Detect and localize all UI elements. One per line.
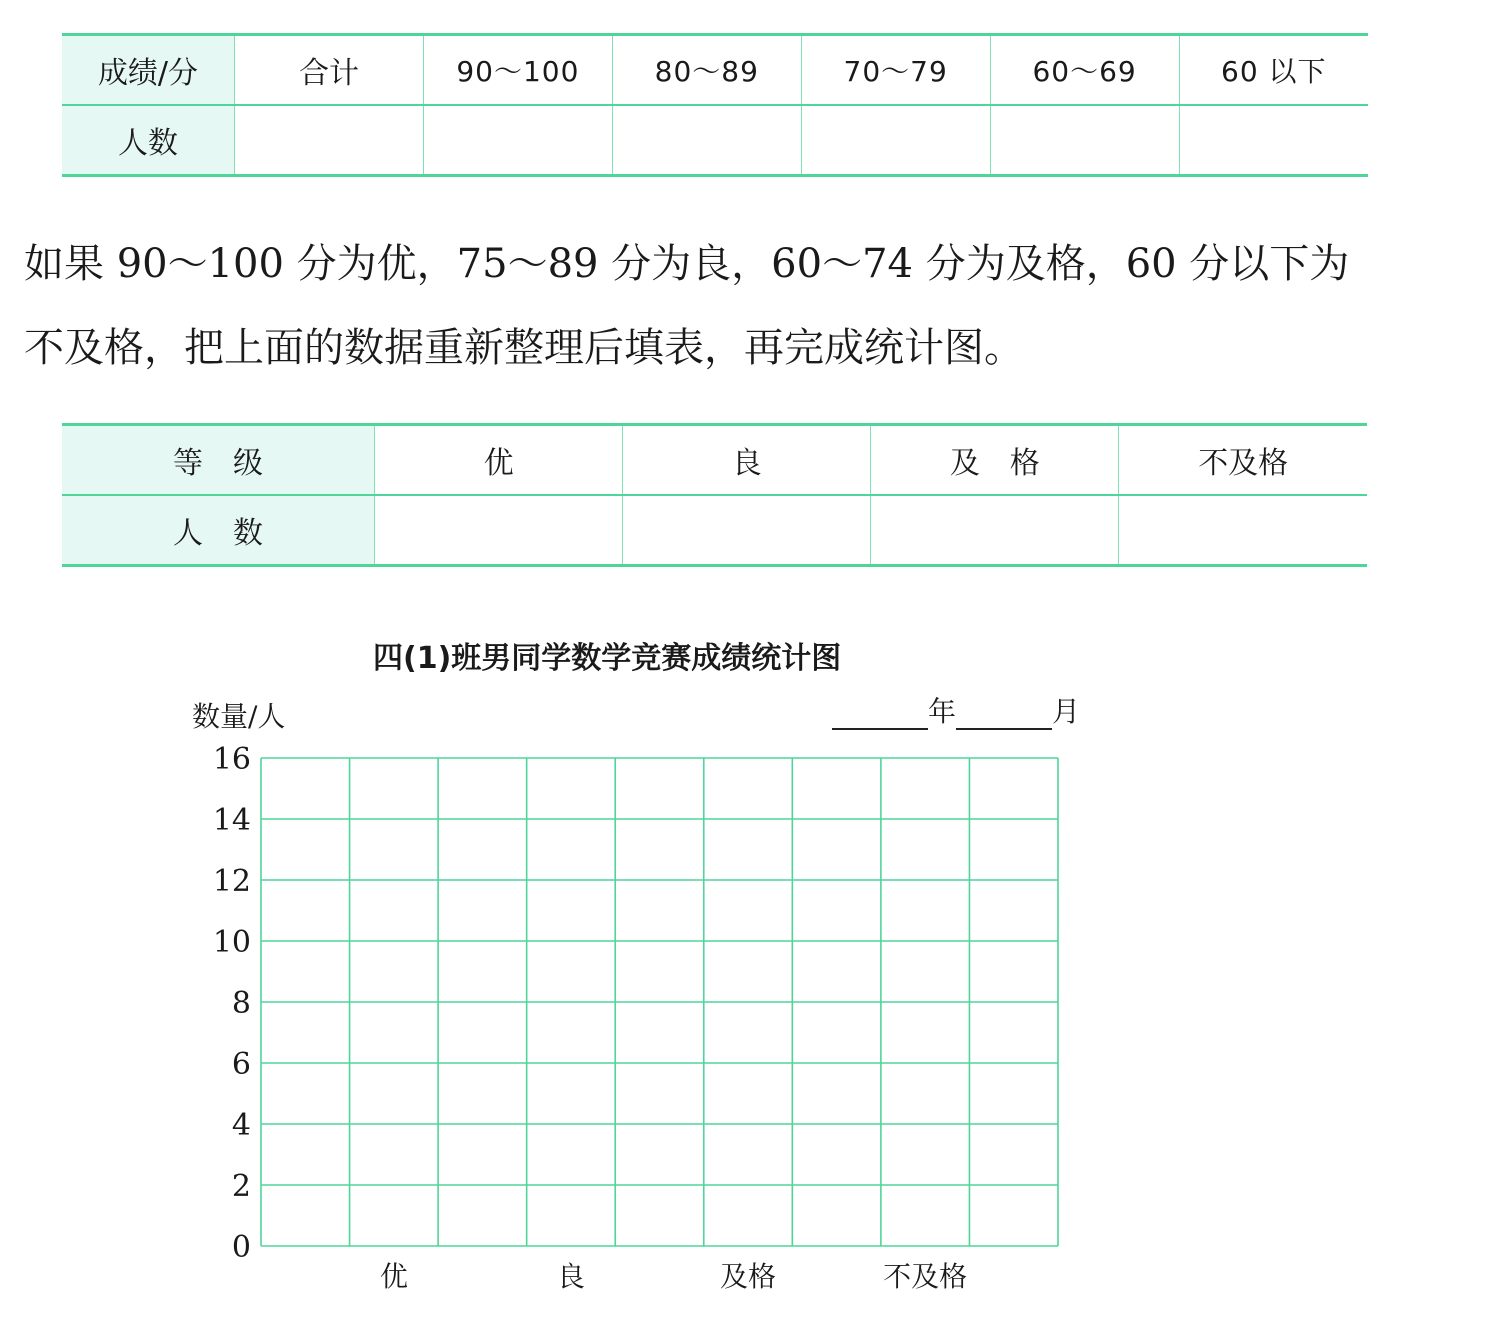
column-header-60-69: 60～69 [990, 35, 1179, 106]
x-category-label: 优 [379, 1260, 408, 1293]
row-header-count: 人数 [62, 105, 235, 176]
column-header-70-79: 70～79 [801, 35, 990, 106]
x-category-label: 不及格 [883, 1260, 968, 1293]
column-header-excellent: 优 [375, 425, 623, 496]
column-header-total: 合计 [235, 35, 424, 106]
y-tick-label: 2 [231, 1169, 251, 1204]
chart-title: 四(1)班男同学数学竞赛成绩统计图 [373, 641, 842, 676]
column-header-below-60: 60 以下 [1179, 35, 1368, 106]
year-word: 年 [928, 695, 957, 728]
y-tick-label: 4 [231, 1108, 251, 1143]
y-tick-label: 10 [212, 925, 251, 960]
row-header-count: 人 数 [62, 495, 375, 566]
x-category-label: 良 [556, 1260, 585, 1293]
column-header-90-100: 90～100 [423, 35, 612, 106]
month-word: 月 [1052, 695, 1081, 728]
row-header-score: 成绩/分 [62, 35, 235, 106]
y-tick-label: 6 [231, 1047, 251, 1082]
column-header-80-89: 80～89 [612, 35, 801, 106]
instruction-line-1: 如果 90～100 分为优，75～89 分为良，60～74 分为及格，60 分以下为 [24, 241, 1350, 287]
y-tick-label: 8 [231, 986, 251, 1021]
column-header-fail: 不及格 [1119, 425, 1367, 496]
y-tick-label: 16 [212, 742, 251, 777]
y-tick-label: 0 [231, 1230, 251, 1265]
instruction-line-2: 不及格，把上面的数据重新整理后填表，再完成统计图。 [24, 325, 1024, 371]
column-header-good: 良 [623, 425, 871, 496]
y-tick-label: 12 [212, 864, 251, 899]
column-header-pass: 及 格 [871, 425, 1119, 496]
y-axis-label: 数量/人 [192, 700, 286, 733]
row-header-grade: 等 级 [62, 425, 375, 496]
y-tick-label: 14 [212, 803, 251, 838]
x-category-label: 及格 [720, 1260, 777, 1293]
